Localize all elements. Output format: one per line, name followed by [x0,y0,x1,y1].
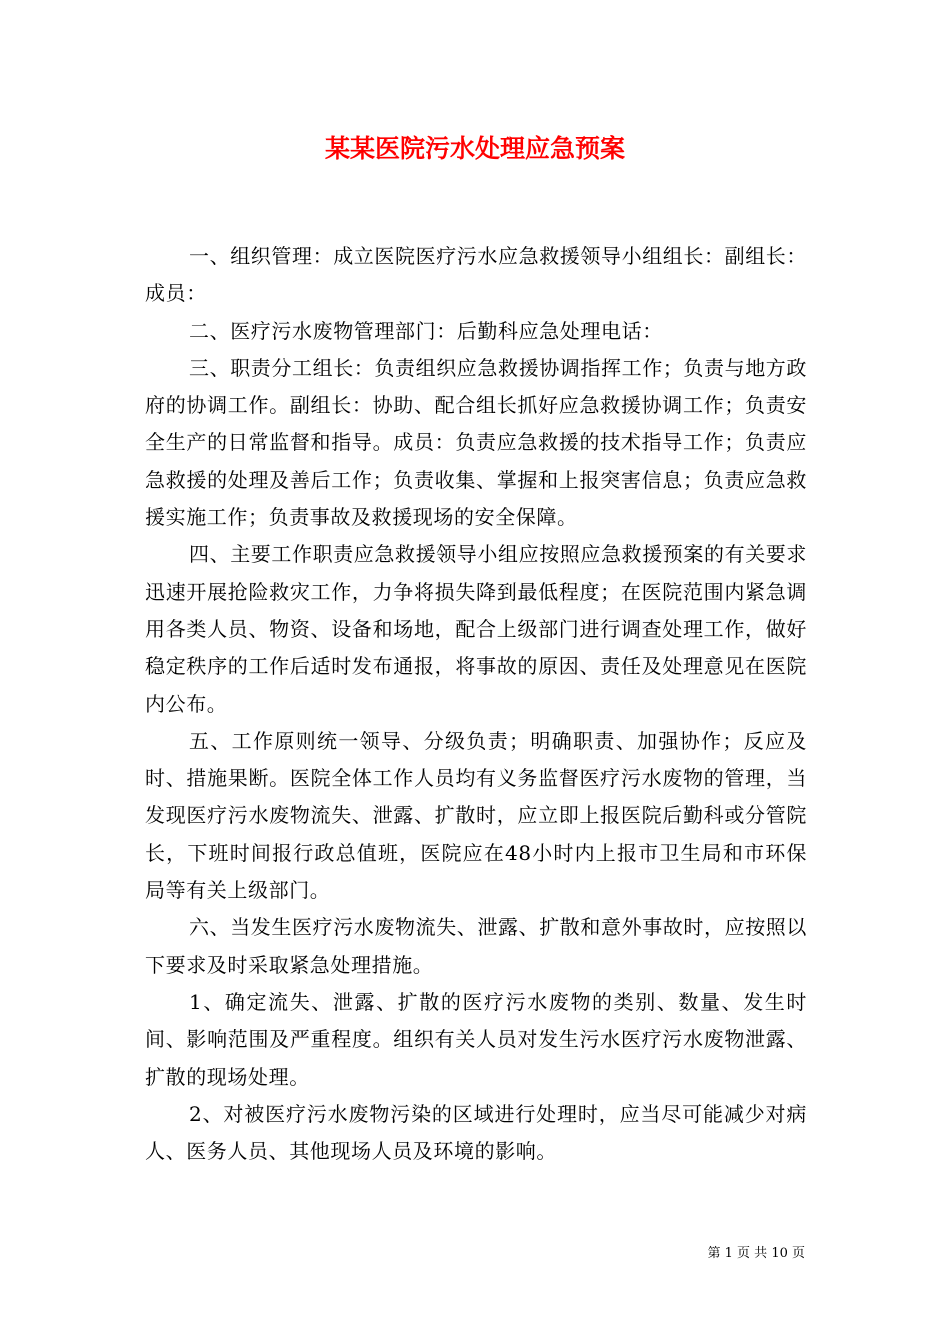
document-body [145,238,807,1170]
page-number: 第 1 页 共 10 页 [707,1246,805,1261]
paragraph-measure-2: 2、对被医疗污水废物污染的区域进行处理时，应当尽可能减少对病人、医务人员、其他现场人员及环境的影响。 [145,1101,807,1164]
paragraph-emergency-measures: 六、当发生医疗污水废物流失、泄露、扩散和意外事故时，应按照以下要求及时采取紧急处理措施。 [145,915,807,977]
document-title: 某某医院污水处理应急预案 [324,134,625,163]
paragraph-principles: 五、工作原则统一领导、分级负责；明确职责、加强协作；反应及时、措施果断。医院全体工作人员均有义务监督医疗污水废物的管理，当发现医疗污水废物流失、泄露、扩散时，应立即上报医院后勤科或分管院长，下班时间报行政总值班，医院应在48小时内上报市卫生局和市环保局等有关上级部门。 [145,728,807,903]
paragraph-department: 二、医疗污水废物管理部门：后勤科应急处理电话： [189,318,663,343]
paragraph-responsibilities: 三、职责分工组长：负责组织应急救援协调指挥工作；负责与地方政府的协调工作。副组长：协助、配合组长抓好应急救援协调工作；负责安全生产的日常监督和指导。成员：负责应急救援的技术指导工作；负责应急救援的处理及善后工作；负责收集、掌握和上报突害信息；负责应急救援实施工作；负责事故及救援现场的安全保障。 [145,355,807,530]
paragraph-organization: 一、组织管理：成立医院医疗污水应急救援领导小组组长：副组长：成员： [145,244,807,306]
paragraph-measure-1: 1、确定流失、泄露、扩散的医疗污水废物的类别、数量、发生时间、影响范围及严重程度。组织有关人员对发生污水医疗污水废物泄露、扩散的现场处理。 [145,989,807,1089]
paragraph-main-duties: 四、主要工作职责应急救援领导小组应按照应急救援预案的有关要求迅速开展抢险救灾工作，力争将损失降到最低程度；在医院范围内紧急调用各类人员、物资、设备和场地，配合上级部门进行调查处理工作，做好稳定秩序的工作后适时发布通报，将事故的原因、责任及处理意见在医院内公布。 [145,542,807,716]
